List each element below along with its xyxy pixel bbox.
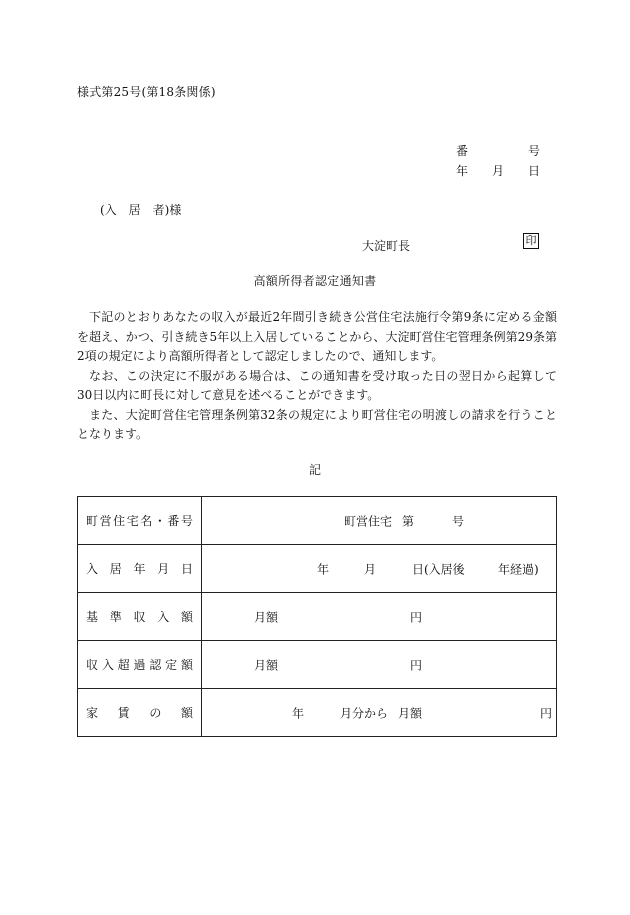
addressee: (入 居 者)様	[100, 203, 182, 217]
date-month: 月	[491, 164, 504, 178]
table-row	[78, 641, 557, 689]
row-value-base-income: 月額 円	[202, 593, 557, 641]
table-row	[78, 689, 557, 737]
issuer-name: 大淀町長	[362, 239, 411, 253]
row-label-rent: 家 賃 の 額	[78, 689, 202, 737]
row-label-excess-income: 収 入 超 過 認 定 額	[78, 641, 202, 689]
document-number-line	[456, 142, 540, 159]
seal-mark: 印	[523, 233, 539, 249]
row-label-move-in-date: 入 居 年 月 日	[78, 545, 202, 593]
form-code: 様式第25号(第18条関係)	[77, 85, 216, 99]
number-suffix: 号	[527, 144, 540, 158]
details-table	[77, 496, 557, 737]
row-label-base-income: 基 準 収 入 額	[78, 593, 202, 641]
document-date-line	[456, 162, 540, 179]
date-year: 年	[456, 164, 469, 178]
row-value-move-in-date: 年 月 日(入居後 年経過)	[202, 545, 557, 593]
ki-heading: 記	[308, 463, 321, 477]
row-value-excess-income: 月額 円	[202, 641, 557, 689]
notice-body	[77, 308, 557, 445]
row-label-housing: 町 営 住 宅 名 ・ 番 号	[78, 497, 202, 545]
body-paragraph: 下記のとおりあなたの収入が最近2年間引き続き公営住宅法施行令第9条に定める金額を超え、かつ、引き続き5年以上入居していることから、大淀町営住宅管理条例第29条第2項の規定により高額所得者として認定しましたので、通知します。	[77, 310, 557, 363]
document-title: 高額所得者認定通知書	[253, 274, 377, 288]
row-value-rent: 年 月分から 月額 円	[202, 689, 557, 737]
body-paragraph: なお、この決定に不服がある場合は、この通知書を受け取った日の翌日から起算して30日以内に町長に対して意見を述べることができます。	[77, 368, 557, 402]
table-row	[78, 545, 557, 593]
date-day: 日	[527, 164, 540, 178]
number-label: 番	[456, 144, 469, 158]
table-row	[78, 497, 557, 545]
body-paragraph: また、大淀町営住宅管理条例第32条の規定により町営住宅の明渡しの請求を行うこととなります。	[77, 407, 557, 441]
row-value-housing: 町営住宅 第 号	[202, 497, 557, 545]
table-row	[78, 593, 557, 641]
